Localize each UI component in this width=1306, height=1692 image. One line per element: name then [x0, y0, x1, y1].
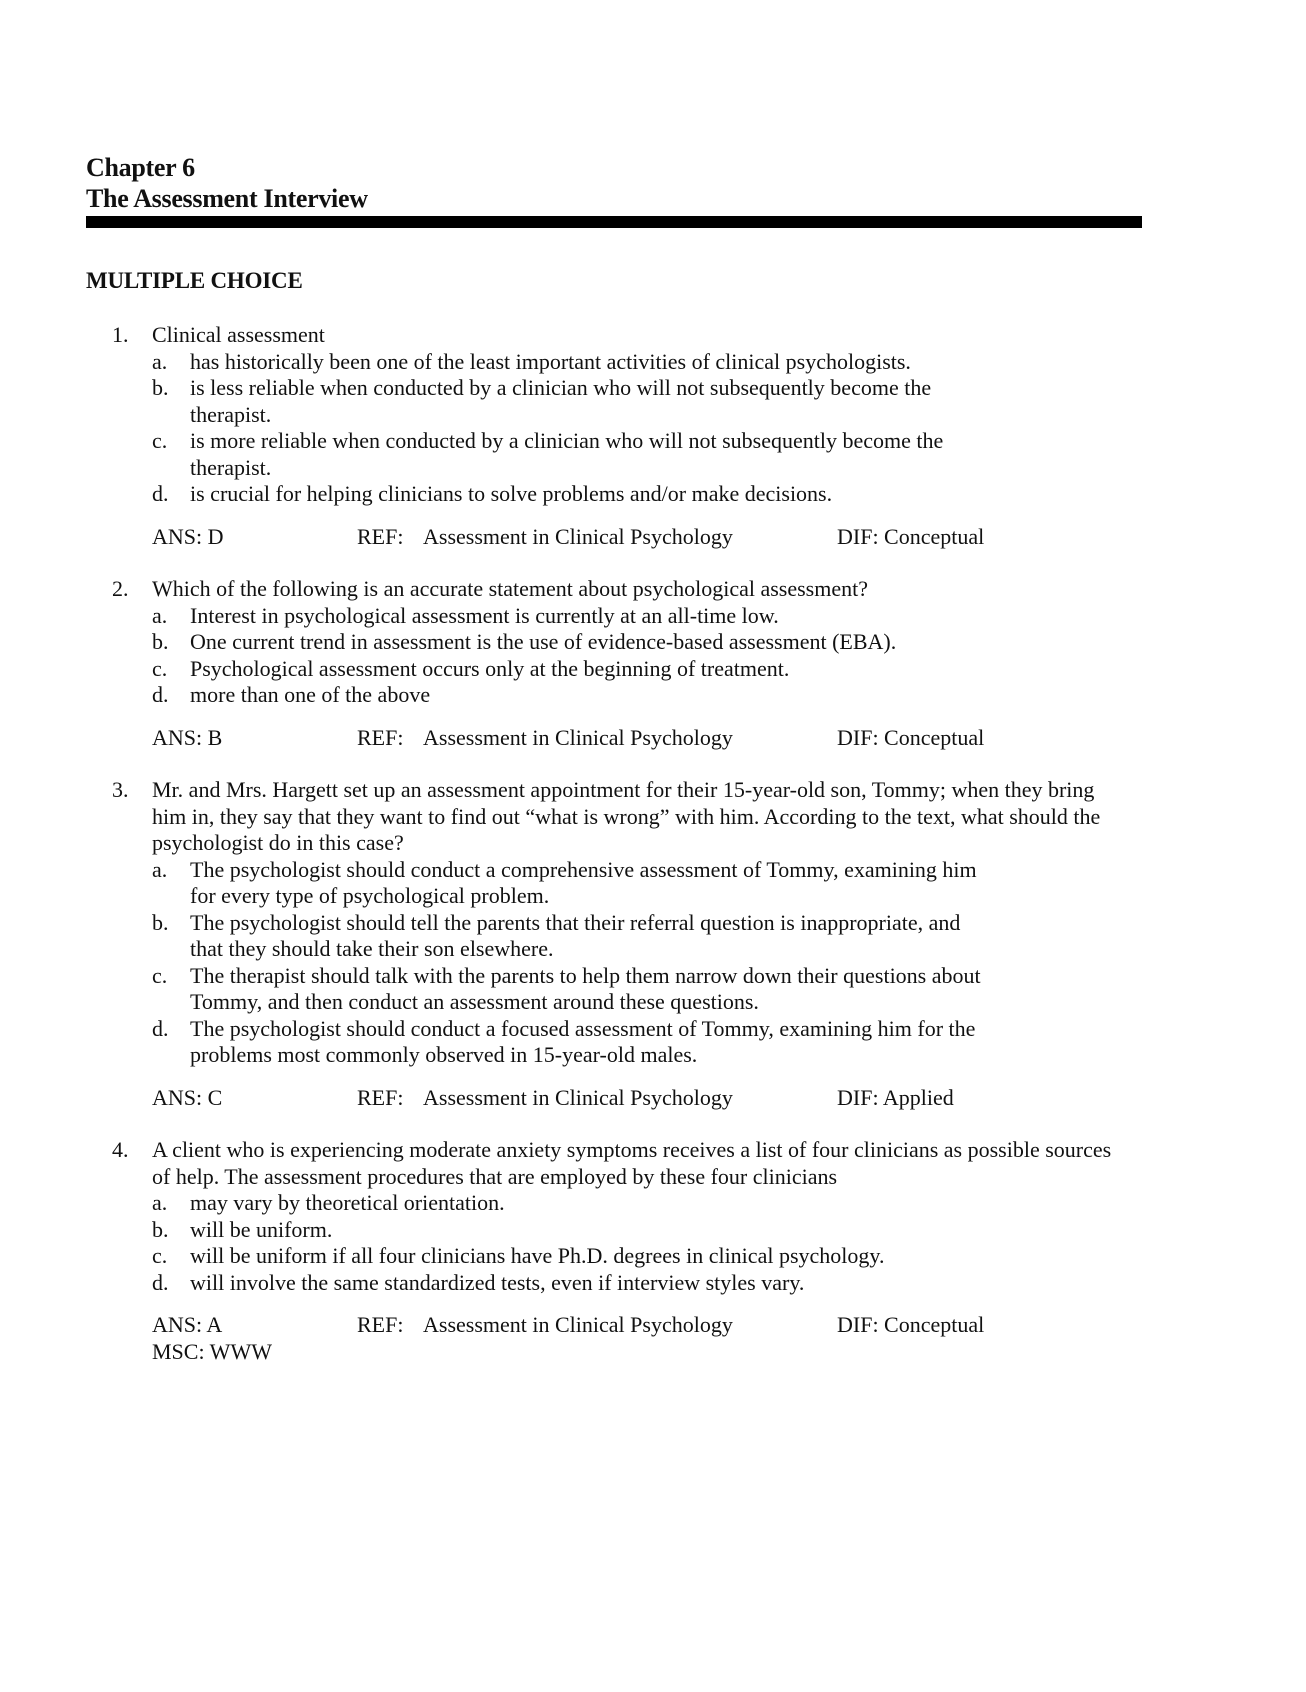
option-b: [152, 629, 992, 656]
option-a: [152, 857, 992, 910]
option-text: will involve the same standardized tests, even if interview styles vary.: [190, 1269, 805, 1295]
option-a: [152, 1190, 992, 1217]
option-letter: b.: [152, 909, 169, 935]
question-1: [112, 322, 1122, 550]
option-text: Psychological assessment occurs only at the beginning of treatment.: [190, 655, 790, 681]
option-letter: c.: [152, 655, 168, 681]
question-number: 3.: [112, 777, 129, 802]
option-text: is more reliable when conducted by a clinician who will not subsequently become the therapist.: [190, 428, 944, 480]
answer-key: ANS: A: [152, 1312, 223, 1337]
option-letter: b.: [152, 375, 169, 400]
question-number: 2.: [112, 576, 129, 601]
chapter-number: Chapter 6: [86, 153, 195, 182]
option-b: [152, 910, 992, 963]
answer-meta: [152, 1085, 1122, 1112]
option-text: One current trend in assessment is the use of evidence-based assessment (EBA).: [190, 629, 897, 654]
question-number: 4.: [112, 1137, 129, 1162]
option-text: is less reliable when conducted by a clinician who will not subsequently become the therapist.: [190, 375, 932, 427]
option-text: will be uniform.: [190, 1216, 333, 1242]
option-b: [152, 375, 992, 428]
option-letter: a.: [152, 856, 168, 882]
question-number: 1.: [112, 322, 129, 347]
reference: [357, 524, 837, 551]
chapter-title: The Assessment Interview: [86, 184, 368, 213]
option-text: The psychologist should conduct a comprehensive assessment of Tommy, examining him for every type of psychological problem.: [190, 856, 977, 908]
option-a: [152, 349, 992, 376]
option-letter: c.: [152, 962, 168, 988]
question-stem: [112, 777, 1122, 857]
reference: [357, 1312, 837, 1339]
answer-key: ANS: B: [152, 724, 223, 750]
option-letter: a.: [152, 602, 168, 628]
question-stem: [112, 1137, 1122, 1190]
option-text: Interest in psychological assessment is currently at an all-time low.: [190, 602, 779, 628]
option-c: [152, 428, 992, 481]
option-text: has historically been one of the least important activities of clinical psychologists.: [190, 348, 911, 374]
option-letter: d.: [152, 1269, 169, 1295]
reference-text: Assessment in Clinical Psychology: [423, 1084, 733, 1110]
option-list: [152, 1190, 992, 1296]
answer-key: ANS: D: [152, 523, 224, 549]
option-letter: b.: [152, 629, 169, 654]
chapter-heading: [86, 152, 368, 214]
answer-meta: [152, 524, 1122, 551]
option-letter: a.: [152, 1190, 168, 1215]
option-text: more than one of the above: [190, 682, 431, 707]
option-text: is crucial for helping clinicians to solve problems and/or make decisions.: [190, 481, 833, 506]
option-text: may vary by theoretical orientation.: [190, 1190, 505, 1215]
option-c: [152, 1243, 992, 1270]
reference-text: Assessment in Clinical Psychology: [423, 724, 733, 750]
question-4: [112, 1137, 1122, 1365]
answer-key: ANS: C: [152, 1084, 223, 1110]
option-b: [152, 1217, 992, 1244]
question-text: Clinical assessment: [152, 322, 325, 347]
reference: [357, 1085, 837, 1112]
option-text: will be uniform if all four clinicians have Ph.D. degrees in clinical psychology.: [190, 1243, 885, 1268]
answer-meta: [152, 1312, 1122, 1365]
option-letter: b.: [152, 1216, 169, 1242]
option-c: [152, 656, 992, 683]
question-stem: [112, 576, 1122, 603]
question-2: [112, 576, 1122, 751]
question-list: [112, 322, 1122, 1391]
option-letter: a.: [152, 348, 168, 374]
option-text: The therapist should talk with the parents to help them narrow down their questions about Tommy, and then conduct an assessment around these questions.: [190, 962, 981, 1014]
reference-label: REF:: [357, 1312, 404, 1337]
heading-rule: [86, 216, 1142, 228]
option-d: [152, 682, 992, 709]
reference-text: Assessment in Clinical Psychology: [423, 523, 733, 549]
question-3: [112, 777, 1122, 1111]
option-list: [152, 603, 992, 709]
misc-tag: MSC: WWW: [152, 1338, 272, 1364]
option-c: [152, 963, 992, 1016]
option-a: [152, 603, 992, 630]
question-text: Mr. and Mrs. Hargett set up an assessment appointment for their 15-year-old son, Tommy; when they bring him in, they say that they want to find out “what is wrong” with him. According to the text, what should the psychologist do in this case?: [152, 777, 1101, 855]
reference-text: Assessment in Clinical Psychology: [423, 1312, 733, 1337]
reference-label: REF:: [357, 724, 404, 750]
option-d: [152, 1270, 992, 1297]
reference: [357, 725, 837, 752]
option-letter: c.: [152, 428, 168, 453]
option-letter: d.: [152, 481, 169, 506]
option-letter: d.: [152, 1015, 169, 1041]
reference-label: REF:: [357, 523, 404, 549]
difficulty: DIF: Conceptual: [837, 523, 985, 549]
difficulty: DIF: Applied: [837, 1084, 954, 1110]
reference-label: REF:: [357, 1084, 404, 1110]
option-letter: d.: [152, 682, 169, 707]
question-text: A client who is experiencing moderate anxiety symptoms receives a list of four clinicians as possible sources of help. The assessment procedures that are employed by these four clinicians: [152, 1137, 1112, 1189]
option-list: [152, 349, 992, 508]
option-letter: c.: [152, 1243, 168, 1268]
difficulty: DIF: Conceptual: [837, 724, 985, 750]
option-text: The psychologist should tell the parents that their referral question is inappropriate, and that they should take their son elsewhere.: [190, 909, 961, 961]
answer-meta: [152, 725, 1122, 752]
option-text: The psychologist should conduct a focused assessment of Tommy, examining him for the problems most commonly observed in 15-year-old males.: [190, 1015, 976, 1067]
option-d: [152, 1016, 992, 1069]
option-list: [152, 857, 992, 1069]
section-title: MULTIPLE CHOICE: [86, 268, 303, 293]
question-stem: [112, 322, 1122, 349]
difficulty: DIF: Conceptual: [837, 1312, 985, 1337]
option-d: [152, 481, 992, 508]
question-text: Which of the following is an accurate statement about psychological assessment?: [152, 576, 868, 601]
